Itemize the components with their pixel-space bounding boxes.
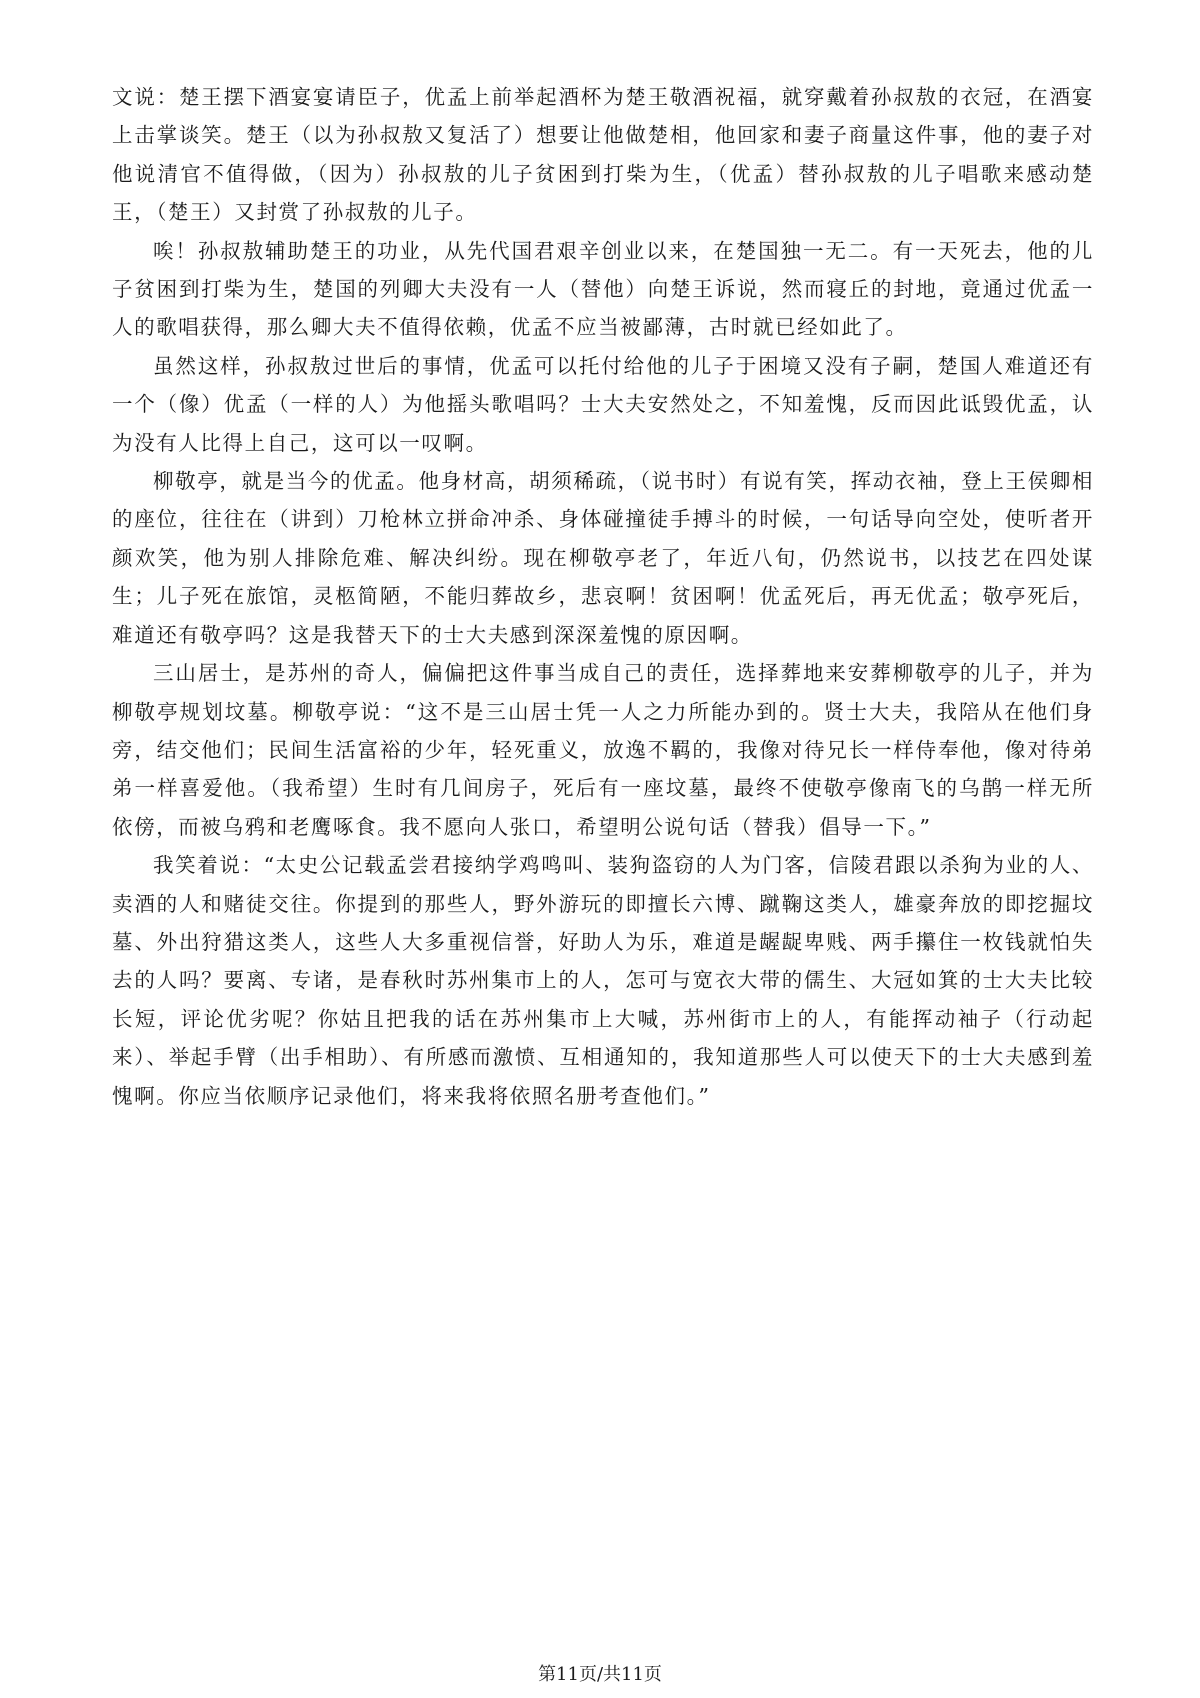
document-body xyxy=(112,78,1094,1115)
paragraph-sunshuao-merit: 唉！孙叔敖辅助楚王的功业，从先代国君艰辛创业以来，在楚国独一无二。有一天死去，他的儿子贫困到打柴为生，楚国的列卿大夫没有一人（替他）向楚王诉说，然而寝丘的封地，竟通过优孟一人的歌唱获得，那么卿大夫不值得依赖，优孟不应当被鄙薄，古时就已经如此了。 xyxy=(112,238,1094,340)
paragraph-author-reply: 我笑着说：“太史公记载孟尝君接纳学鸡鸣叫、装狗盗窃的人为门客，信陵君跟以杀狗为业的人、卖酒的人和赌徒交往。你提到的那些人，野外游玩的即擅长六博、蹴鞠这类人，雄豪奔放的即挖掘坟墓、外出狩猎这类人，这些人大多重视信誉，好助人为乐，难道是龌龊卑贱、两手攥住一枚钱就怕失去的人吗？要离、专诸，是春秋时苏州集市上的人，怎可与宽衣大带的儒生、大冠如箕的士大夫比较长短，评论优劣呢？你姑且把我的话在苏州集市上大喊，苏州街市上的人，有能挥动袖子（行动起来）、举起手臂（出手相助）、有所感而激愤、互相通知的，我知道那些人可以使天下的士大夫感到羞愧啊。你应当依顺序记录他们，将来我将依照名册考查他们。” xyxy=(112,853,1094,1108)
paragraph-after-death: 虽然这样，孙叔敖过世后的事情，优孟可以托付给他的儿子于困境又没有子嗣，楚国人难道还有一个（像）优孟（一样的人）为他摇头歌唱吗？士大夫安然处之，不知羞愧，反而因此诋毁优孟，认为没有人比得上自己，这可以一叹啊。 xyxy=(112,353,1094,455)
page-number: 第11页/共11页 xyxy=(538,1664,662,1685)
paragraph-liu-jingting: 柳敬亭，就是当今的优孟。他身材高，胡须稀疏，（说书时）有说有笑，挥动衣袖，登上王侯卿相的座位，往往在（讲到）刀枪林立拼命冲杀、身体碰撞徒手搏斗的时候，一句话导向空处，使听者开颜欢笑，他为别人排除危难、解决纠纷。现在柳敬亭老了，年近八旬，仍然说书，以技艺在四处谋生；儿子死在旅馆，灵柩简陋，不能归葬故乡，悲哀啊！贫困啊！优孟死后，再无优孟；敬亭死后，难道还有敬亭吗？这是我替天下的士大夫感到深深羞愧的原因啊。 xyxy=(112,469,1094,647)
paragraph-sanshan-jushi: 三山居士，是苏州的奇人，偏偏把这件事当成自己的责任，选择葬地来安葬柳敬亭的儿子，并为柳敬亭规划坟墓。柳敬亭说：“这不是三山居士凭一人之力所能办到的。贤士大夫，我陪从在他们身旁，结交他们；民间生活富裕的少年，轻死重义，放逸不羁的，我像对待兄长一样侍奉他，像对待弟弟一样喜爱他。（我希望）生时有几间房子，死后有一座坟墓，最终不使敬亭像南飞的乌鹊一样无所依傍，而被乌鸦和老鹰啄食。我不愿向人张口，希望明公说句话（替我）倡导一下。” xyxy=(112,661,1094,839)
paragraph-continuation: 文说：楚王摆下酒宴宴请臣子，优孟上前举起酒杯为楚王敬酒祝福，就穿戴着孙叔敖的衣冠，在酒宴上击掌谈笑。楚王（以为孙叔敖又复活了）想要让他做楚相，他回家和妻子商量这件事，他的妻子对他说清官不值得做，（因为）孙叔敖的儿子贫困到打柴为生，（优孟）替孙叔敖的儿子唱歌来感动楚王，（楚王）又封赏了孙叔敖的儿子。 xyxy=(112,85,1094,225)
